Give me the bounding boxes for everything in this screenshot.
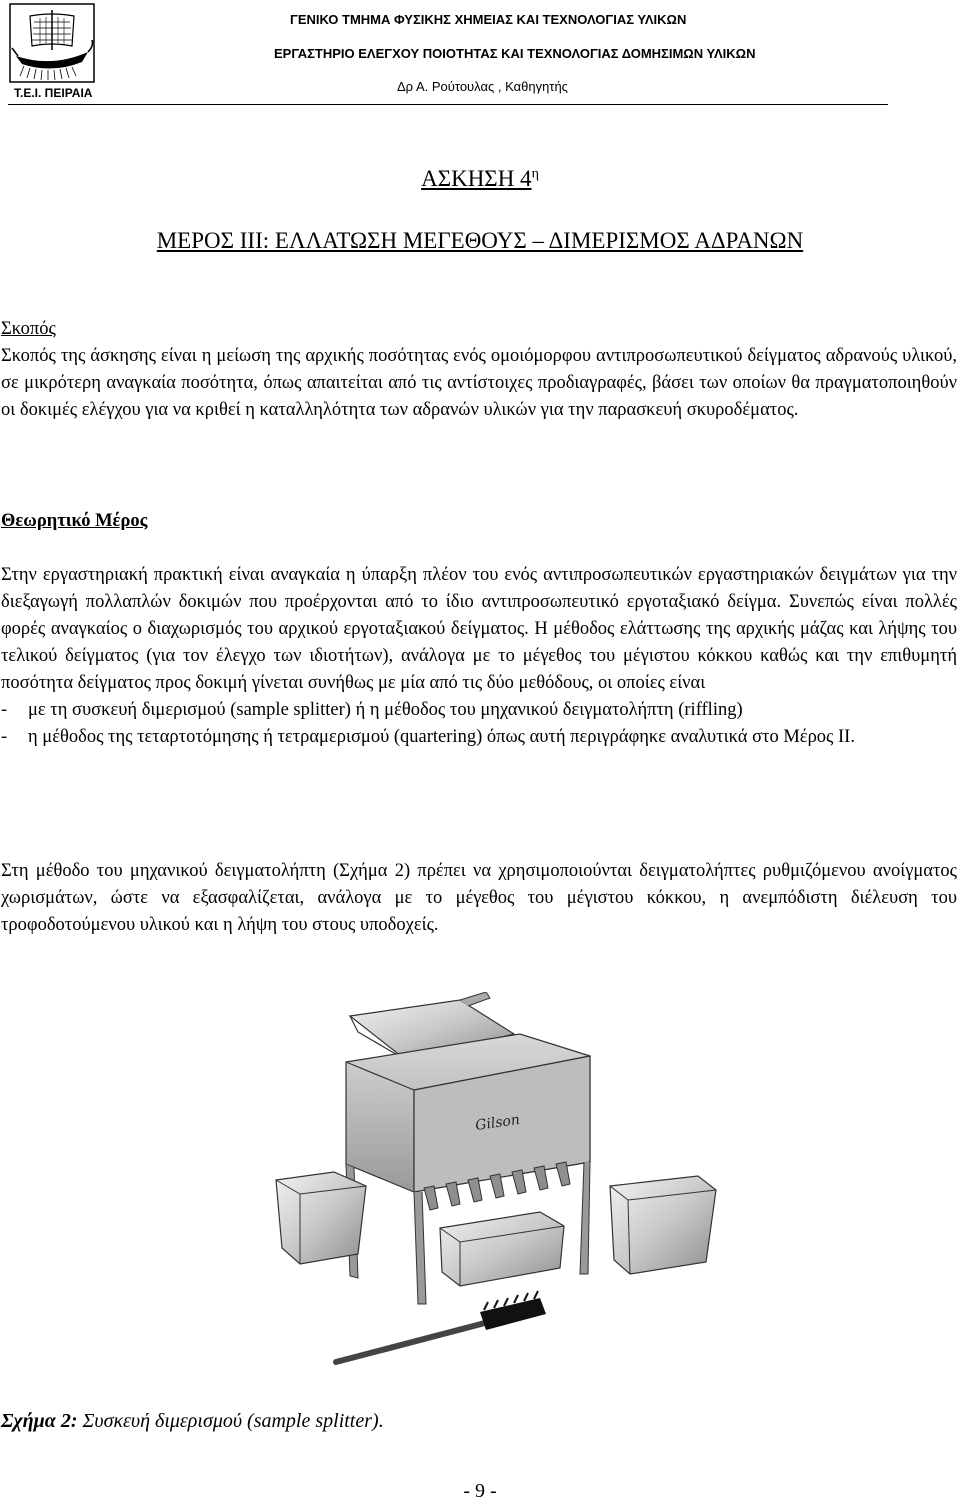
institution-name: Τ.Ε.Ι. ΠΕΙΡΑΙΑ [14, 86, 93, 100]
list-item-text: η μέθοδος της τεταρτοτόμησης ή τετραμερισμού (quartering) όπως αυτή περιγράφηκε αναλυτικά στο Μέρος ΙΙ. [28, 727, 855, 747]
exercise-title [0, 166, 960, 192]
list-dash: - [1, 700, 8, 720]
figure-caption [1, 1410, 384, 1433]
list-dash: - [1, 727, 8, 747]
ancient-ship-logo-icon [8, 2, 96, 84]
theory-paragraph: Στην εργαστηριακή πρακτική είναι αναγκαία η ύπαρξη πλέον του ενός αντιπροσωπευτικών εργαστηριακών δειγμάτων για την διεξαγωγή πολλαπλών δοκιμών που προέρχονται από το ίδιο αντιπροσωπευτικό εργοταξιακό δείγμα. Συνεπώς είναι πολλές φορές αναγκαίος ο διαχωρισμός του αρχικού εργοταξιακού δείγματος. Η μέθοδος ελάττωσης της αρχικής μάζας και λήψης του τελικού δείγματος (για τον έλεγχο των ιδιοτήτων), ανάλογα με το μέγεθος του μέγιστου κόκκου καθώς και την επιθυμητή ποσότητα δείγματος προς δοκιμή γίνεται συνήθως με μία από τις δύο μεθόδους, οι οποίες είναι [1, 565, 957, 693]
header-divider [8, 104, 888, 105]
figure-caption-label: Σχήμα 2: [1, 1410, 78, 1432]
list-item-text: με τη συσκευή διμερισμού (sample splitter) ή η μέθοδος του μηχανικού δειγματολήπτη (riffling) [28, 700, 743, 720]
exercise-title-text: ΑΣΚΗΣΗ 4 [421, 166, 532, 191]
purpose-section [1, 316, 957, 424]
theory-section [1, 508, 957, 751]
brand-label: Gilson [474, 1111, 521, 1134]
purpose-heading: Σκοπός [1, 319, 56, 339]
purpose-text: Σκοπός της άσκησης είναι η μείωση της αρχικής ποσότητας ενός ομοιόμορφου αντιπροσωπευτικού δείγματος αδρανούς υλικού, σε μικρότερη αναγκαία ποσότητα, όπως απαιτείται από τις αντίστοιχες προδιαγραφές, βάσει των οποίων θα πραγματοποιηθούν οι δοκιμές ελέγχου για να κριθεί η καταλληλότητα των αδρανών υλικών για την παρασκευή σκυροδέματος. [1, 346, 957, 420]
list-item [1, 697, 957, 724]
lab-name: ΕΡΓΑΣΤΗΡΙΟ ΕΛΕΓΧΟΥ ΠΟΙΟΤΗΤΑΣ ΚΑΙ ΤΕΧΝΟΛΟΓΙΑΣ ΔΟΜΗΣΙΜΩΝ ΥΛΙΚΩΝ [274, 46, 756, 61]
sample-splitter-illustration [254, 992, 738, 1370]
part-title: ΜΕΡΟΣ ΙΙΙ: ΕΛΛΑΤΩΣΗ ΜΕΓΕΘΟΥΣ – ΔΙΜΕΡΙΣΜΟΣ ΑΔΡΑΝΩΝ [156, 228, 804, 253]
exercise-title-superscript: η [531, 166, 539, 182]
method-paragraph: Στη μέθοδο του μηχανικού δειγματολήπτη (Σχήμα 2) πρέπει να χρησιμοποιούνται δειγματολήπτες ρυθμιζόμενου ανοίγματος χωρισμάτων, ώστε να εξασφαλίζεται, ανάλογα με το μέγεθος του μέγιστου κόκκου, η ανεμπόδιστη διέλευση του τροφοδοτούμενου υλικού και η λήψη του στους υποδοχείς. [1, 861, 957, 935]
theory-heading: Θεωρητικό Μέρος [1, 511, 148, 531]
list-item [1, 724, 957, 751]
professor-name: Δρ Α. Ρούτουλας , Καθηγητής [397, 79, 568, 94]
figure-caption-text: Συσκευή διμερισμού (sample splitter). [77, 1410, 384, 1432]
department-name: ΓΕΝΙΚΟ ΤΜΗΜΑ ΦΥΣΙΚΗΣ ΧΗΜΕΙΑΣ ΚΑΙ ΤΕΧΝΟΛΟΓΙΑΣ ΥΛΙΚΩΝ [290, 12, 687, 27]
page-header [0, 0, 960, 112]
method-paragraph-section [1, 858, 957, 939]
page-number: - 9 - [463, 1480, 497, 1502]
